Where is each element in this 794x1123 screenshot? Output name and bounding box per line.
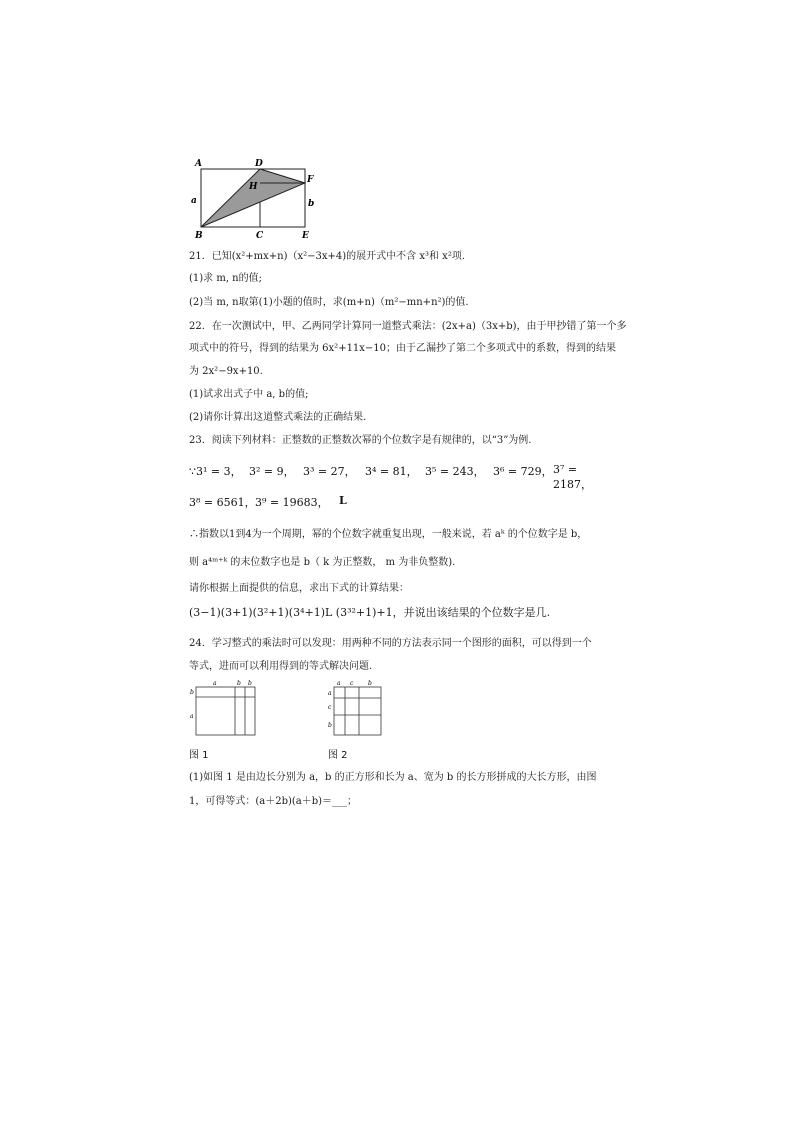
q23-expression: (3−1)(3+1)(3²+1)(3⁴+1)L (3³²+1)+1，并说出该结果的个位数字是几. (189, 606, 551, 619)
power-3-7: 3⁷ = 2187， (553, 463, 592, 491)
q22-stem-line2: 项式中的符号，得到的结果为 6x²+11x−10；由于乙漏抄了第二个多项式中的系数，得到的结果 (189, 343, 617, 354)
fig1-label-left-a: a (190, 713, 194, 720)
label-b: b (308, 199, 315, 209)
fig1-label-top-b1: b (237, 680, 241, 687)
fig1-caption: 图 1 (189, 750, 209, 761)
q21-stem: 21．已知(x²+mx+n)（x²−3x+4)的展开式中不含 x³和 x²项. (189, 251, 466, 262)
fig2-outer-rect (334, 687, 381, 735)
power-3-9: 3⁹ = 19683， (255, 496, 329, 509)
label-F: F (307, 175, 314, 185)
fig2-label-left-a: a (328, 690, 332, 697)
q21-part1: (1)求 m, n的值; (189, 273, 262, 284)
fig1-label-left-b: b (190, 689, 194, 696)
q23-stem: 23．阅读下列材料：正整数的正整数次幂的个位数字是有规律的，以“3”为例. (189, 435, 532, 446)
power-3-4: 3⁴ = 81， (365, 465, 418, 478)
label-C: C (256, 231, 264, 241)
label-E: E (302, 231, 309, 241)
power-3-1: ∵3¹ = 3， (189, 465, 242, 478)
ellipsis-L: L (339, 494, 347, 507)
power-3-2: 3² = 9， (249, 465, 295, 478)
q24-part1-line1: (1)如图 1 是由边长分别为 a，b 的正方形和长为 a、宽为 b 的长方形拼成的大长方形，由图 (189, 772, 597, 783)
power-3-8: 3⁸ = 6561， (189, 496, 256, 509)
power-3-3: 3³ = 27， (303, 465, 356, 478)
label-A: A (195, 159, 202, 169)
label-H: H (249, 182, 258, 192)
q23-powers-row1 (189, 463, 609, 491)
q24-part1-line2: 1，可得等式：(a＋2b)(a＋b)＝___； (189, 796, 358, 807)
power-3-6: 3⁶ = 729， (493, 465, 553, 478)
fig2-caption: 图 2 (328, 750, 348, 761)
figure-2 (326, 678, 386, 738)
fig2-label-top-c: c (350, 680, 354, 687)
shaded-triangle-bdf (201, 169, 305, 227)
q22-stem-line1: 22．在一次测试中，甲、乙两同学计算同一道整式乘法：(2x+a)（3x+b)，由于甲抄错了第一个多 (189, 321, 627, 332)
label-D: D (255, 159, 263, 169)
fig1-outer-rect (196, 687, 255, 735)
fig2-label-left-b: b (328, 722, 332, 729)
q22-stem-line3: 为 2x²−9x+10. (189, 366, 263, 377)
q24-stem-line1: 24．学习整式的乘法时可以发现：用两种不同的方法表示同一个图形的面积，可以得到一个 (189, 638, 592, 649)
q23-conclusion2: 则 a⁴ᵐ⁺ᵏ 的末位数字也是 b（ k 为正整数， m 为非负整数). (189, 557, 456, 568)
power-3-5: 3⁵ = 243， (425, 465, 485, 478)
q23-ask: 请你根据上面提供的信息，求出下式的计算结果： (189, 583, 409, 594)
q22-part2: (2)请你计算出这道整式乘法的正确结果. (189, 412, 367, 423)
fig1-label-top-b2: b (248, 680, 252, 687)
label-B: B (195, 231, 203, 241)
q23-powers-row2 (189, 494, 489, 510)
geometry-figure (190, 155, 325, 243)
fig2-label-top-b: b (368, 680, 372, 687)
q23-conclusion1: ∴指数以1到4为一个周期，幂的个位数字就重复出现，一般来说，若 aᵏ 的个位数字是 b， (189, 529, 588, 540)
fig2-label-left-c: c (328, 704, 332, 711)
q24-stem-line2: 等式，进而可以利用得到的等式解决问题. (189, 661, 373, 672)
q21-part2: (2)当 m, n取第(1)小题的值时，求(m+n)（m²−mn+n²)的值. (189, 297, 469, 308)
fig2-label-top-a: a (337, 680, 341, 687)
figure-1 (186, 678, 260, 738)
q22-part1: (1)试求出式子中 a, b的值; (189, 389, 309, 400)
label-a: a (191, 196, 197, 206)
fig1-label-top-a: a (213, 680, 217, 687)
